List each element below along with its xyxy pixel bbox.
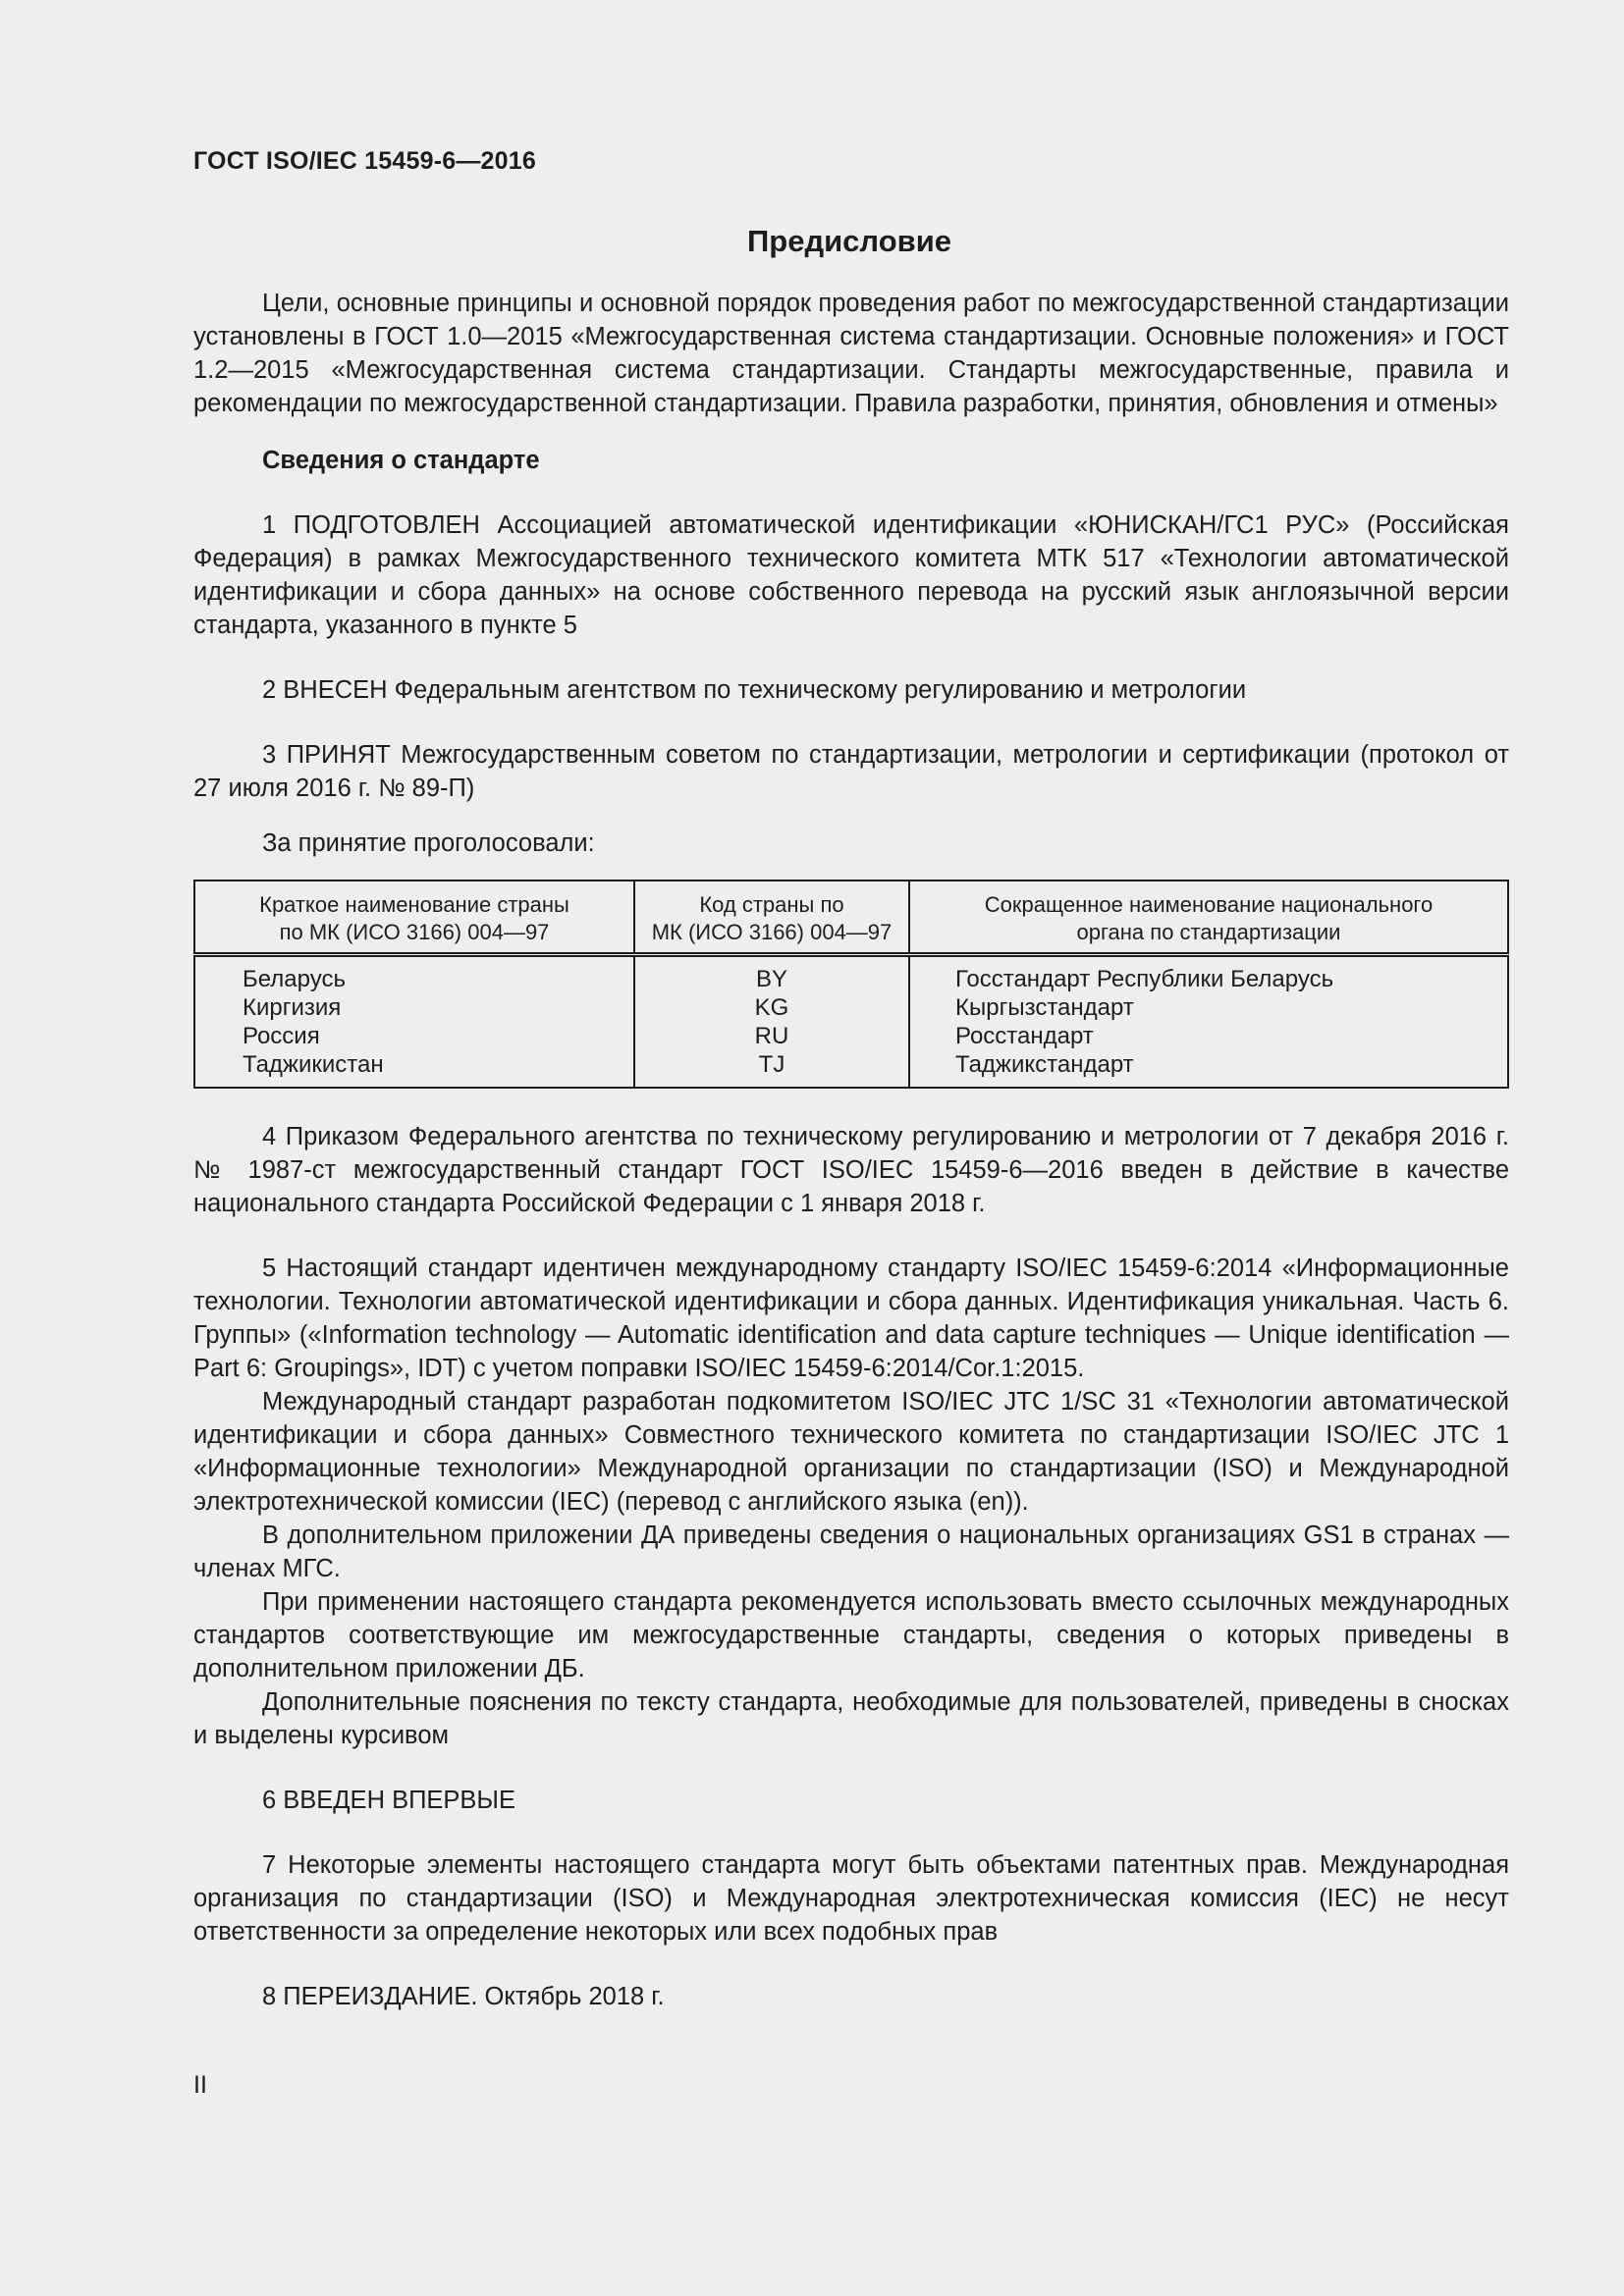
item-5-subparagraph-4: При применении настоящего стандарта рекомендуется использовать вместо ссылочных международных стандартов соответствующие им межгосударственные стандарты, сведения о которых приведены в дополнительном приложении ДБ. xyxy=(193,1588,1509,1682)
foreword-body xyxy=(193,287,1509,2013)
header-standards-body-line1: Сокращенное наименование национального xyxy=(984,892,1434,917)
country-code-cell: BY xyxy=(634,955,909,994)
country-code-cell: KG xyxy=(634,993,909,1022)
vote-intro: За принятие проголосовали: xyxy=(262,829,595,857)
voting-table xyxy=(193,880,1509,1089)
document-code: ГОСТ ISO/IEC 15459-6—2016 xyxy=(193,147,536,175)
intro-paragraph: Цели, основные принципы и основной порядок проведения работ по межгосударственной стандартизации установлены в ГОСТ 1.0—2015 «Межгосударственная система стандартизации. Основные положения» и ГОСТ 1.2—2015 «Межгосударственная система стандартизации. Стандарты межгосударственные, правила и рекомендации по межгосударственной стандартизации. Правила разработки, принятия, обновления и отмены» xyxy=(193,290,1509,417)
standards-body-cell: Кыргызстандарт xyxy=(955,994,1134,1021)
table-header-row xyxy=(194,881,1508,955)
page-number: II xyxy=(193,2071,207,2099)
header-standards-body xyxy=(909,881,1508,955)
standards-body-cell: Росстандарт xyxy=(955,1023,1094,1049)
country-name-cell: Беларусь xyxy=(194,955,634,994)
item-5-paragraph: 5 Настоящий стандарт идентичен международному стандарту ISO/IEC 15459-6:2014 «Информационные технологии. Технологии автоматической идентификации и сбора данных. Идентификация уникальная. Часть 6. Группы» («Information technology — Automatic identification and data capture techniques — Unique identification — Part 6: Groupings», IDT) с учетом поправки ISO/IEC 15459-6:2014/Cor.1:2015. xyxy=(193,1255,1509,1382)
table-row xyxy=(194,1050,1508,1088)
header-standards-body-line2: органа по стандартизации xyxy=(1076,920,1341,944)
country-name-cell: Россия xyxy=(194,1022,634,1050)
item-3-paragraph: 3 ПРИНЯТ Межгосударственным советом по стандартизации, метрологии и сертификации (протокол от 27 июля 2016 г. № 89-П) xyxy=(193,741,1509,802)
table-row xyxy=(194,1022,1508,1050)
standards-body-cell: Госстандарт Республики Беларусь xyxy=(955,966,1334,992)
item-7-paragraph: 7 Некоторые элементы настоящего стандарта могут быть объектами патентных прав. Международная организация по стандартизации (ISO) и Международная электротехническая комиссия (IEC) не несут ответственности за определение некоторых или всех подобных прав xyxy=(193,1851,1509,1946)
item-2-paragraph: 2 ВНЕСЕН Федеральным агентством по техническому регулированию и метрологии xyxy=(262,676,1247,704)
header-country-code-line1: Код страны по xyxy=(699,892,844,917)
table-row xyxy=(194,955,1508,994)
item-1-paragraph: 1 ПОДГОТОВЛЕН Ассоциацией автоматической идентификации «ЮНИСКАН/ГС1 РУС» (Российская Федерация) в рамках Межгосударственного технического комитета МТК 517 «Технологии автоматической идентификации и сбора данных» на основе собственного перевода на русский язык англоязычной версии стандарта, указанного в пункте 5 xyxy=(193,511,1509,639)
item-5-subparagraph-2: Международный стандарт разработан подкомитетом ISO/IEC JTC 1/SC 31 «Технологии автоматической идентификации и сбора данных» Совместного технического комитета по стандартизации ISO/IEC JTC 1 «Информационные технологии» Международной организации по стандартизации (ISO) и Международной электротехнической комиссии (IEC) (перевод с английского языка (en)). xyxy=(193,1388,1509,1516)
voting-table-wrapper xyxy=(193,880,1509,1089)
page-title: Предисловие xyxy=(746,224,951,258)
country-name-cell: Киргизия xyxy=(194,993,634,1022)
header-country-code xyxy=(634,881,909,955)
item-5-subparagraph-5: Дополнительные пояснения по тексту стандарта, необходимые для пользователей, приведены в сносках и выделены курсивом xyxy=(193,1688,1509,1749)
header-country-name-line1: Краткое наименование страны xyxy=(259,892,569,917)
header-country-code-line2: МК (ИСО 3166) 004—97 xyxy=(651,920,893,944)
standards-body-cell: Таджикстандарт xyxy=(955,1051,1134,1078)
table-row xyxy=(194,993,1508,1022)
item-8-paragraph: 8 ПЕРЕИЗДАНИЕ. Октябрь 2018 г. xyxy=(262,1983,665,2010)
item-5-subparagraph-3: В дополнительном приложении ДА приведены сведения о национальных организациях GS1 в странах — членах МГС. xyxy=(193,1522,1509,1582)
header-country-name xyxy=(194,881,634,955)
country-name-cell: Таджикистан xyxy=(194,1050,634,1088)
country-code-cell: RU xyxy=(634,1022,909,1050)
header-country-name-line2: по МК (ИСО 3166) 004—97 xyxy=(279,920,550,944)
item-4-paragraph: 4 Приказом Федерального агентства по техническому регулированию и метрологии от 7 декабря 2016 г. № 1987-ст межгосударственный стандарт ГОСТ ISO/IEC 15459-6—2016 введен в действие в качестве национального стандарта Российской Федерации с 1 января 2018 г. xyxy=(193,1123,1509,1217)
standard-info-heading: Сведения о стандарте xyxy=(262,447,540,474)
item-6-paragraph: 6 ВВЕДЕН ВПЕРВЫЕ xyxy=(262,1787,516,1814)
country-code-cell: TJ xyxy=(634,1050,909,1088)
